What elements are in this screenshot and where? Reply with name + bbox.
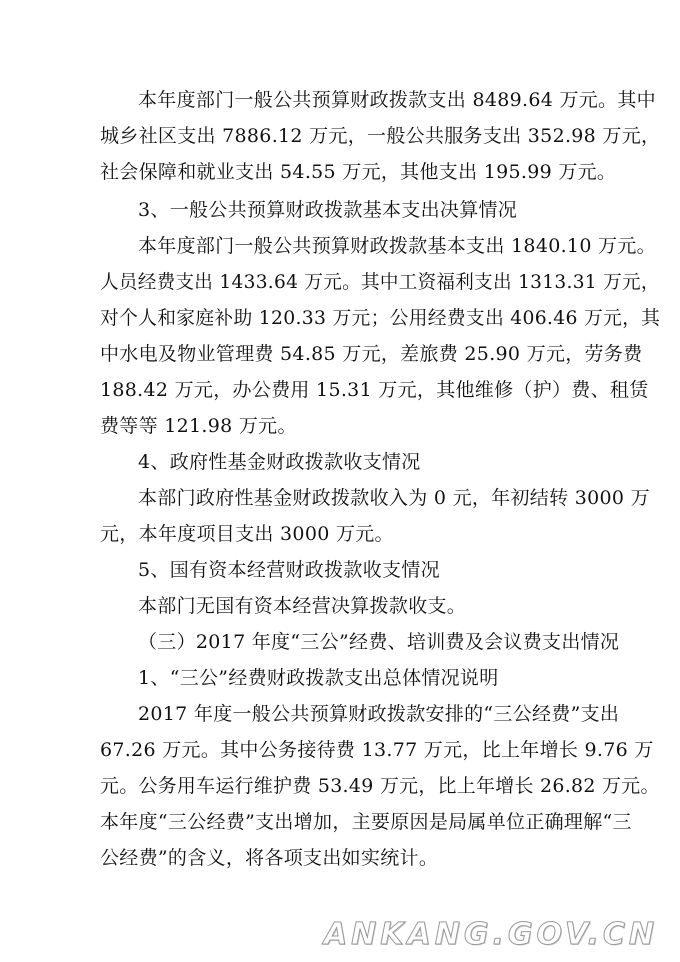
paragraph-line: 社会保障和就业支出 54.55 万元，其他支出 195.99 万元。: [100, 161, 617, 183]
section-heading: 1、“三公”经费财政拨款支出总体情况说明: [138, 667, 499, 689]
section-heading: 5、国有资本经营财政拨款收支情况: [138, 559, 440, 581]
paragraph-line: 人员经费支出 1433.64 万元。其中工资福利支出 1313.31 万元，: [100, 271, 660, 293]
paragraph-line: 本年度“三公经费”支出增加，主要原因是局属单位正确理解“三: [100, 811, 632, 833]
paragraph-line: 2017 年度一般公共预算财政拨款安排的“三公经费”支出: [138, 703, 620, 725]
paragraph-line: 元，本年度项目支出 3000 万元。: [100, 523, 394, 545]
paragraph-line: 67.26 万元。其中公务接待费 13.77 万元，比上年增长 9.76 万: [100, 739, 654, 761]
paragraph-line: 元。公务用车运行维护费 53.49 万元，比上年增长 26.82 万元。: [100, 775, 660, 797]
paragraph-line: 城乡社区支出 7886.12 万元，一般公共服务支出 352.98 万元，: [100, 125, 661, 147]
section-heading: 4、政府性基金财政拨款收支情况: [138, 451, 421, 473]
section-heading: （三）2017 年度“三公”经费、培训费及会议费支出情况: [138, 631, 620, 653]
paragraph-line: 本部门无国有资本经营决算拨款收支。: [138, 595, 467, 617]
paragraph-line: 本年度部门一般公共预算财政拨款支出 8489.64 万元。其中: [138, 89, 656, 111]
paragraph-line: 公经费”的含义，将各项支出如实统计。: [100, 847, 439, 869]
paragraph-line: 本年度部门一般公共预算财政拨款基本支出 1840.10 万元。: [138, 235, 656, 257]
paragraph-line: 对个人和家庭补助 120.33 万元；公用经费支出 406.46 万元，其: [100, 307, 661, 329]
paragraph-line: 本部门政府性基金财政拨款收入为 0 元，年初结转 3000 万: [138, 487, 650, 509]
watermark-logo: ANKANG.GOV.CN: [323, 917, 658, 952]
paragraph-line: 费等等 121.98 万元。: [100, 415, 297, 437]
section-heading: 3、一般公共预算财政拨款基本支出决算情况: [138, 199, 518, 221]
paragraph-line: 188.42 万元，办公费用 15.31 万元，其他维修（护）费、租赁: [100, 379, 649, 401]
paragraph-line: 中水电及物业管理费 54.85 万元，差旅费 25.90 万元，劳务费: [100, 343, 643, 365]
